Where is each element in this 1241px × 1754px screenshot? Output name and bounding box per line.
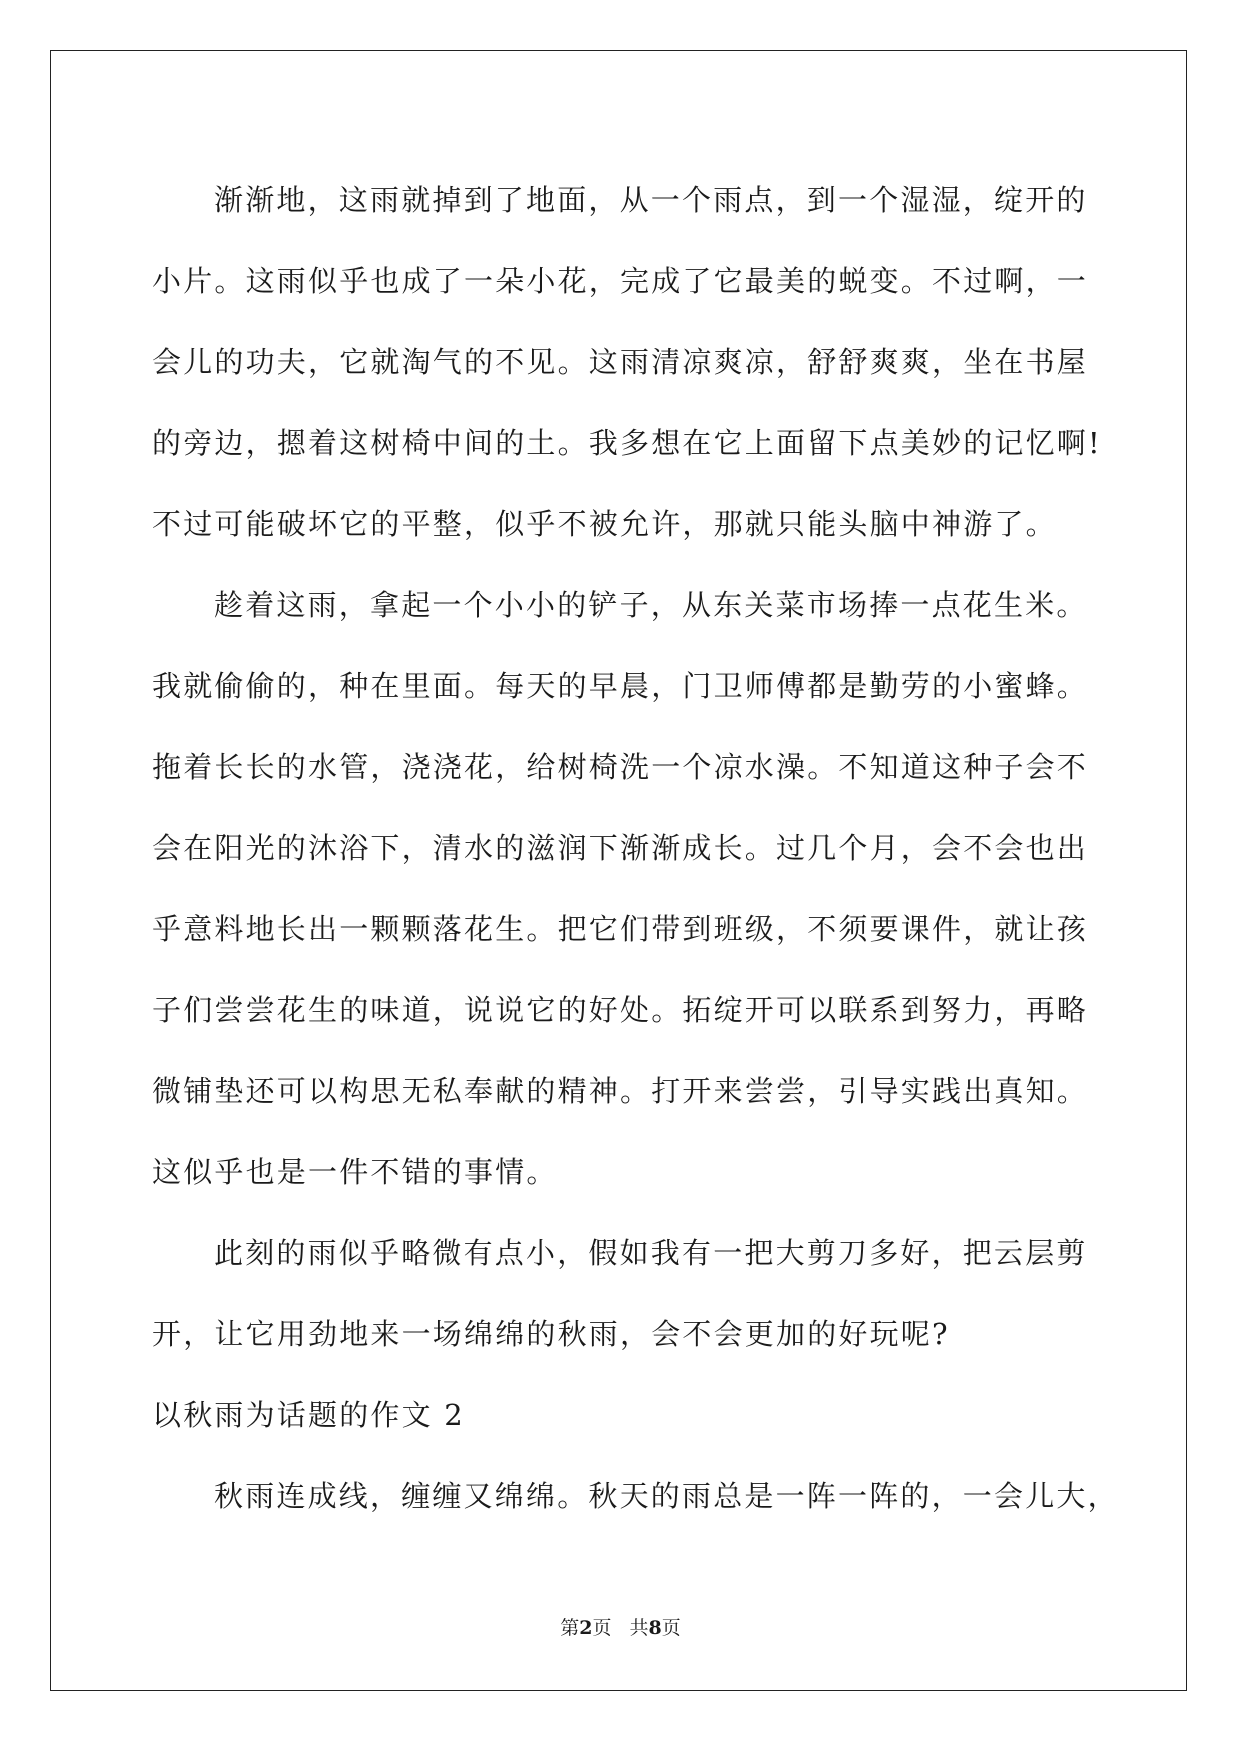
text-line-12: 微铺垫还可以构思无私奉献的精神。打开来尝尝，引导实践出真知。 (152, 1074, 1089, 1108)
footer-prefix: 第 (560, 1617, 580, 1639)
text-line-7: 我就偷偷的，种在里面。每天的早晨，门卫师傅都是勤劳的小蜜蜂。 (152, 669, 1089, 703)
text-line-5: 不过可能破坏它的平整，似乎不被允许，那就只能头脑中神游了。 (152, 507, 1057, 541)
footer-page-suffix: 页 (592, 1617, 612, 1639)
text-line-11: 子们尝尝花生的味道，说说它的好处。拓绽开可以联系到努力，再略 (152, 993, 1089, 1027)
text-line-1: 渐渐地，这雨就掉到了地面，从一个雨点，到一个湿湿，绽开的 (214, 183, 1088, 217)
document-body (152, 160, 1119, 1537)
footer-total-pages: 8 (648, 1617, 662, 1639)
footer-page-number: 2 (579, 1617, 593, 1639)
page-footer (0, 1613, 1241, 1640)
text-line-17: 秋雨连成线，缠缠又绵绵。秋天的雨总是一阵一阵的，一会儿大， (214, 1479, 1119, 1513)
text-line-6: 趁着这雨，拿起一个小小的铲子，从东关菜市场捧一点花生米。 (214, 588, 1088, 622)
text-line-10: 乎意料地长出一颗颗落花生。把它们带到班级，不须要课件，就让孩 (152, 912, 1089, 946)
text-line-3: 会儿的功夫，它就淘气的不见。这雨清凉爽凉，舒舒爽爽，坐在书屋 (152, 345, 1089, 379)
footer-total-prefix: 共 (629, 1617, 649, 1639)
footer-total-suffix: 页 (661, 1617, 681, 1639)
text-line-14: 此刻的雨似乎略微有点小，假如我有一把大剪刀多好，把云层剪 (214, 1236, 1088, 1270)
text-line-8: 拖着长长的水管，浇浇花，给树椅洗一个凉水澡。不知道这种子会不 (152, 750, 1089, 784)
text-line-15: 开，让它用劲地来一场绵绵的秋雨，会不会更加的好玩呢? (152, 1317, 950, 1351)
text-line-2: 小片。这雨似乎也成了一朵小花，完成了它最美的蜕变。不过啊，一 (152, 264, 1089, 298)
section-heading: 以秋雨为话题的作文 2 (152, 1398, 465, 1432)
text-line-9: 会在阳光的沐浴下，清水的滋润下渐渐成长。过几个月，会不会也出 (152, 831, 1089, 865)
text-line-4: 的旁边，摁着这树椅中间的土。我多想在它上面留下点美妙的记忆啊! (152, 426, 1102, 460)
text-line-13: 这似乎也是一件不错的事情。 (152, 1155, 558, 1189)
